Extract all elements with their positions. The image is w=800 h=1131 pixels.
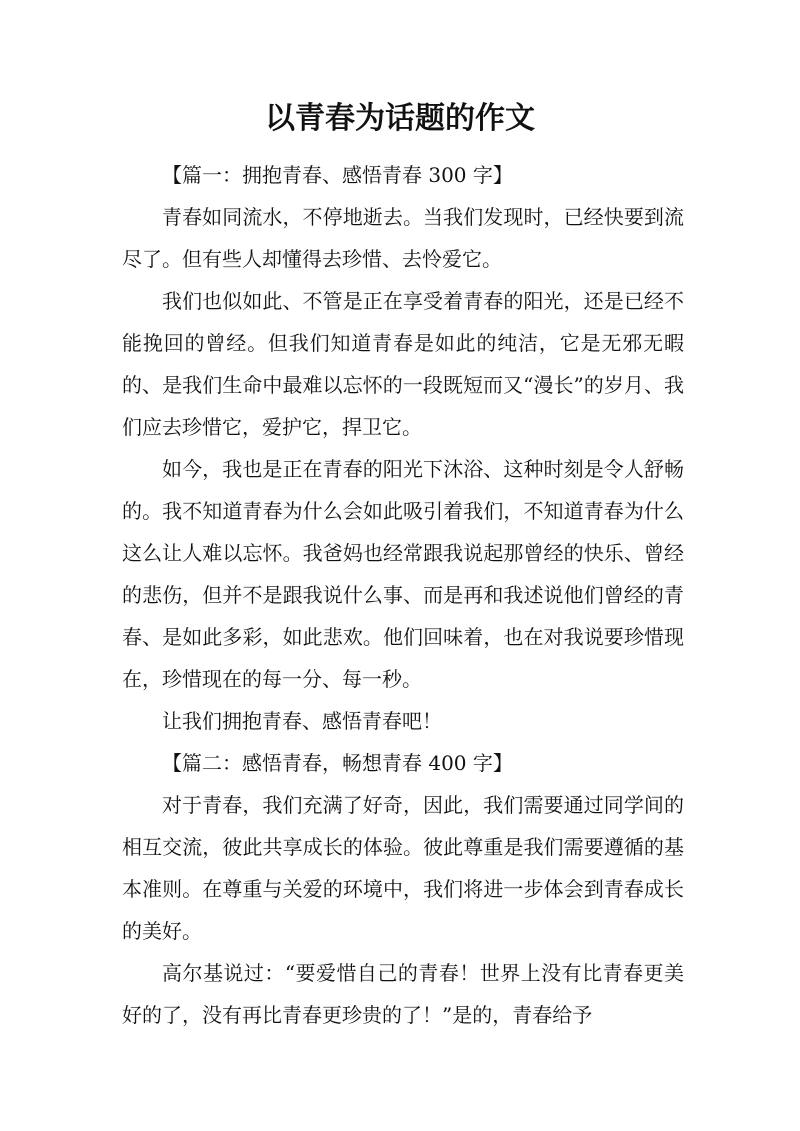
- section-heading-2: 【篇二：感悟青春，畅想青春 400 字】: [162, 751, 513, 775]
- document-title: 以青春为话题的作文: [265, 101, 535, 136]
- paragraph: 我们也似如此、不管是正在享受着青春的阳光，还是已经不能挽回的曾经。但我们知道青春是如此的纯洁，它是无邪无暇的、是我们生命中最难以忘怀的一段既短而又“漫长”的岁月、我们应去珍惜它，爱护它，捍卫它。: [122, 289, 684, 439]
- paragraph: 青春如同流水，不停地逝去。当我们发现时，已经快要到流尽了。但有些人却懂得去珍惜、去怜爱它。: [122, 205, 684, 271]
- paragraph: 高尔基说过：“要爱惜自己的青春！世界上没有比青春更美好的了，没有再比青春更珍贵的了！”是的，青春给予: [122, 961, 684, 1027]
- paragraph: 让我们拥抱青春、感悟青春吧！: [162, 709, 442, 733]
- document-body: [122, 154, 684, 1036]
- paragraph: 如今，我也是正在青春的阳光下沐浴、这种时刻是令人舒畅的。我不知道青春为什么会如此吸引着我们，不知道青春为什么这么让人难以忘怀。我爸妈也经常跟我说起那曾经的快乐、曾经的悲伤，但并不是跟我说什么事、而是再和我述说他们曾经的青春、是如此多彩，如此悲欢。他们回味着，也在对我说要珍惜现在，珍惜现在的每一分、每一秒。: [122, 457, 684, 691]
- paragraph: 对于青春，我们充满了好奇，因此，我们需要通过同学间的相互交流，彼此共享成长的体验。彼此尊重是我们需要遵循的基本准则。在尊重与关爱的环境中，我们将进一步体会到青春成长的美好。: [122, 793, 684, 943]
- section-heading-1: 【篇一：拥抱青春、感悟青春 300 字】: [162, 163, 513, 187]
